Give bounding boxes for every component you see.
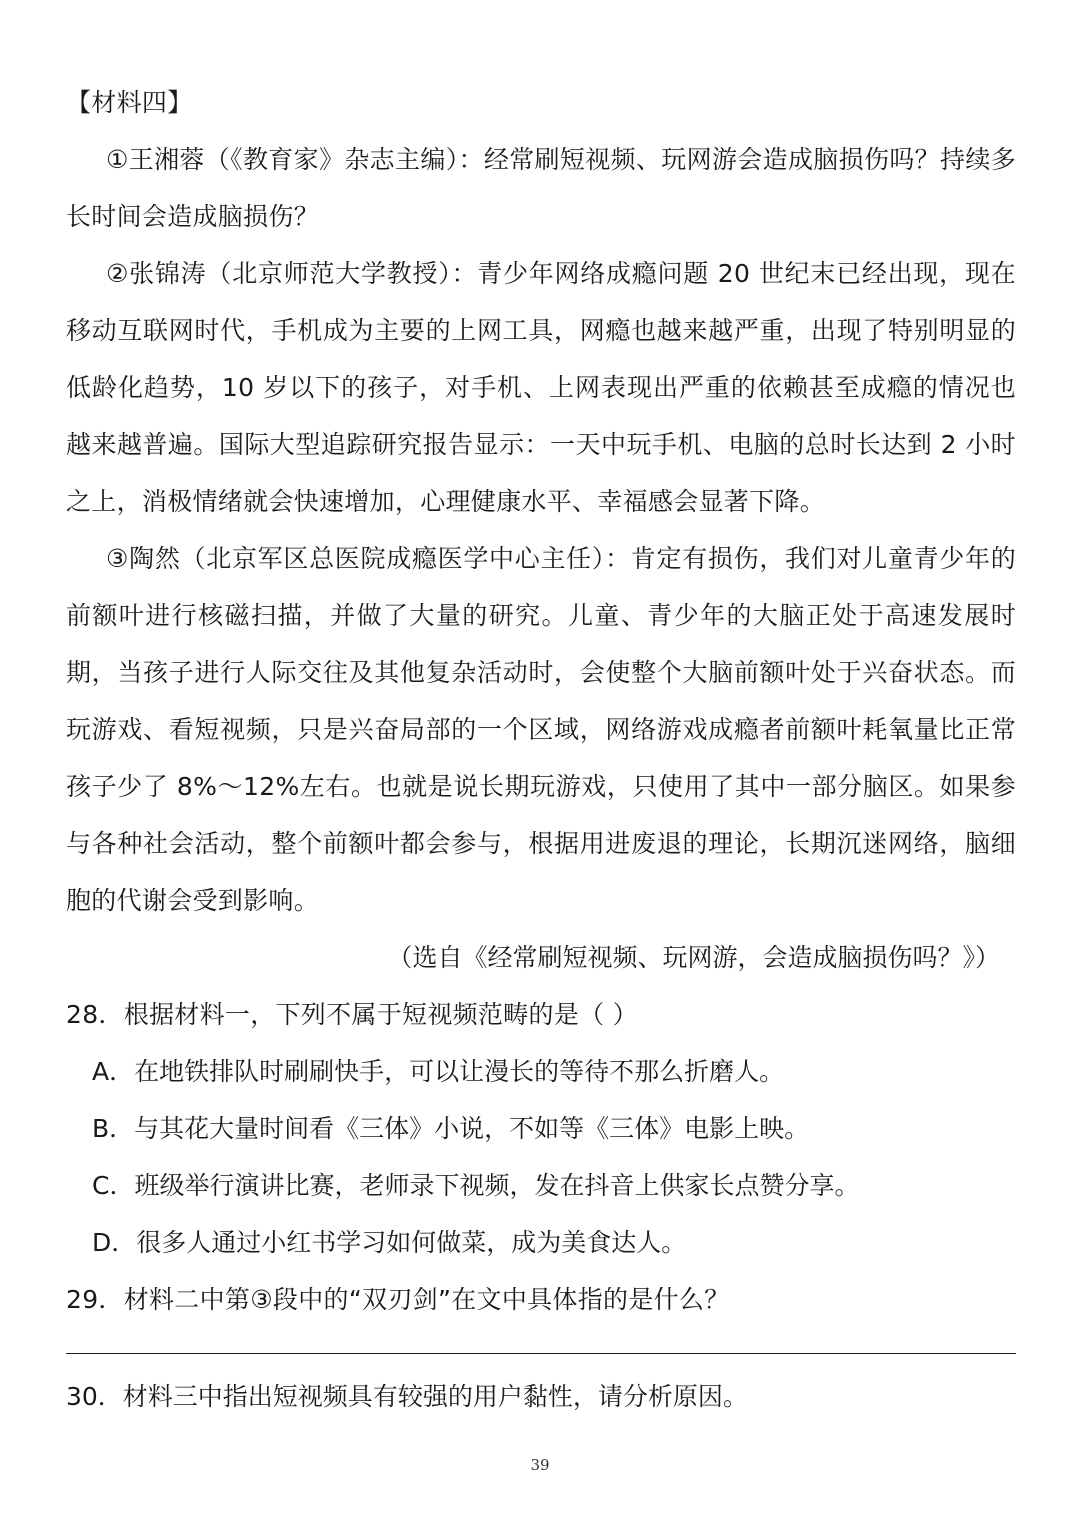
paragraph-2: ②张锦涛（北京师范大学教授）：青少年网络成瘾问题 20 世纪末已经出现，现在移动互联网时代，手机成为主要的上网工具，网瘾也越来越严重，出现了特别明显的低龄化趋势，10 岁以下的孩子，对手机、上网表现出严重的依赖甚至成瘾的情况也越来越普遍。国际大型追踪研究报告显示：一天中玩手机、电脑的总时长达到 2 小时之上，消极情绪就会快速增加，心理健康水平、幸福感会显著下降。 [66,259,1016,516]
question-29-stem: 29．材料二中第③段中的“双刃剑”在文中具体指的是什么？ [66,1285,730,1314]
material-heading: 【材料四】 [66,88,193,117]
question-28-option-a: A．在地铁排队时刷刷快手，可以让漫长的等待不那么折磨人。 [92,1057,785,1086]
question-28-option-c: C．班级举行演讲比赛，老师录下视频，发在抖音上供家长点赞分享。 [92,1171,860,1200]
paragraph-3: ③陶然（北京军区总医院成瘾医学中心主任）：肯定有损伤，我们对儿童青少年的前额叶进行核磁扫描，并做了大量的研究。儿童、青少年的大脑正处于高速发展时期，当孩子进行人际交往及其他复杂活动时，会使整个大脑前额叶处于兴奋状态。而玩游戏、看短视频，只是兴奋局部的一个区域，网络游戏成瘾者前额叶耗氧量比正常孩子少了 8%～12%左右。也就是说长期玩游戏，只使用了其中一部分脑区。如果参与各种社会活动，整个前额叶都会参与，根据用进废退的理论，长期沉迷网络，脑细胞的代谢会受到影响。 [66,544,1016,915]
source-citation: （选自《经常刷短视频、玩网游，会造成脑损伤吗？》） [387,943,1000,972]
question-28-option-d: D．很多人通过小红书学习如何做菜，成为美食达人。 [92,1228,687,1257]
question-30-stem: 30．材料三中指出短视频具有较强的用户黏性，请分析原因。 [66,1382,748,1411]
answer-line [66,1353,1016,1354]
question-28-stem: 28．根据材料一，下列不属于短视频范畴的是（ ） [66,1000,638,1029]
page-number: 39 [530,1456,550,1474]
question-28-option-b: B．与其花大量时间看《三体》小说，不如等《三体》电影上映。 [92,1114,810,1143]
paragraph-1: ①王湘蓉（《教育家》杂志主编）：经常刷短视频、玩网游会造成脑损伤吗？持续多长时间会造成脑损伤？ [66,145,1016,231]
document-body [66,74,1016,1328]
